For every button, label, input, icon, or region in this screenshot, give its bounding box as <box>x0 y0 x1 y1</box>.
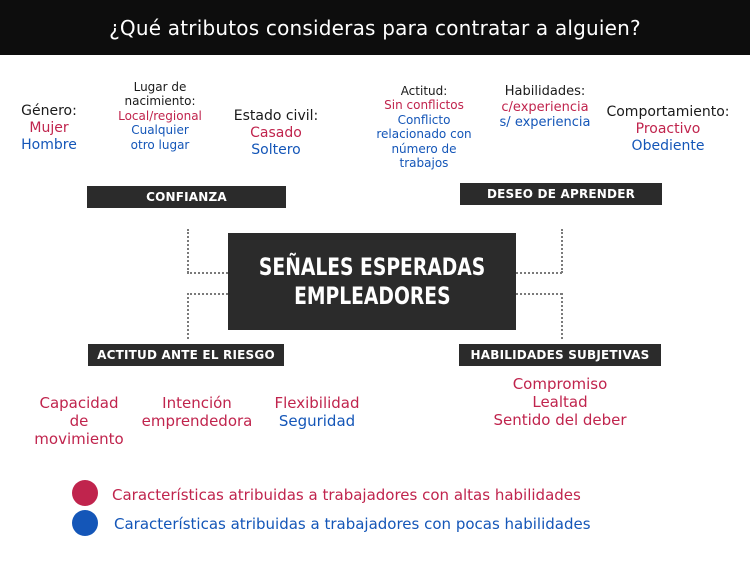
attr-habilidades <box>490 84 600 131</box>
attr-comportamiento-high: Proactivo <box>635 120 701 137</box>
attr-genero-high: Mujer <box>29 119 69 136</box>
attr-capacidad-2: de <box>69 412 89 430</box>
attr-actitud <box>364 84 484 170</box>
center-title-line1: SEÑALES ESPERADAS <box>258 253 486 282</box>
attr-estado-high: Casado <box>250 124 302 141</box>
title-bar <box>0 0 750 55</box>
legend-text-high: Características atribuidas a trabajadores con altas habilidades <box>112 486 581 504</box>
attr-lugar-high: Local/regional <box>118 108 202 123</box>
connector-left-bottom-v <box>187 293 189 339</box>
legend-text-low: Características atribuidas a trabajadores con pocas habilidades <box>114 515 591 533</box>
attr-capacidad <box>22 394 136 448</box>
attr-lugar-label-2: nacimiento: <box>124 94 196 109</box>
attr-estado <box>224 108 328 158</box>
attr-intencion <box>130 394 264 430</box>
page-title: ¿Qué atributos consideras para contratar a alguien? <box>109 15 641 40</box>
attr-lugar <box>104 80 216 152</box>
attr-lugar-low-1: Cualquier <box>131 123 189 138</box>
connector-right-bottom-v <box>561 293 563 339</box>
attr-habilidades-label: Habilidades: <box>504 84 586 99</box>
attr-flexibilidad <box>264 394 370 430</box>
attr-estado-low: Soltero <box>251 141 301 158</box>
attr-intencion-1: Intención <box>162 394 232 412</box>
attr-actitud-low-1: Conflicto <box>397 112 451 127</box>
category-subjetivas-label: HABILIDADES SUBJETIVAS <box>470 348 650 362</box>
attr-flexibilidad-low: Seguridad <box>278 412 356 430</box>
legend-dot-low <box>72 510 98 536</box>
connector-right-top-v <box>561 229 563 273</box>
attr-sentido-deber: Sentido del deber <box>493 411 627 429</box>
attr-habilidades-low: s/ experiencia <box>499 115 591 131</box>
attr-compromiso: Compromiso <box>512 375 608 393</box>
category-confianza-label: CONFIANZA <box>146 190 227 204</box>
attr-actitud-low-2: relacionado con <box>376 127 472 142</box>
category-deseo-label: DESEO DE APRENDER <box>486 187 636 201</box>
connector-right-top-h <box>516 272 562 274</box>
attr-genero-label: Género: <box>21 103 77 119</box>
attr-estado-label: Estado civil: <box>233 108 319 124</box>
attr-flexibilidad-high: Flexibilidad <box>274 394 360 412</box>
connector-left-bottom-h <box>187 293 228 295</box>
attr-comportamiento-low: Obediente <box>631 137 705 154</box>
category-habilidades-subjetivas <box>459 344 661 366</box>
connector-right-bottom-h <box>516 293 562 295</box>
attr-capacidad-3: movimiento <box>34 430 124 448</box>
attr-actitud-label: Actitud: <box>400 84 448 98</box>
attr-habilidades-high: c/experiencia <box>501 99 589 115</box>
connector-left-top-h <box>187 272 228 274</box>
attr-subjetivas <box>470 375 650 429</box>
center-box <box>228 233 516 330</box>
category-deseo-de-aprender <box>460 183 662 205</box>
category-riesgo-label: ACTITUD ANTE EL RIESGO <box>97 348 275 362</box>
attr-lugar-low-2: otro lugar <box>130 137 190 152</box>
attr-lealtad: Lealtad <box>532 393 588 411</box>
category-confianza <box>87 186 286 208</box>
center-title-line2: EMPLEADORES <box>293 281 451 310</box>
attr-capacidad-1: Capacidad <box>39 394 119 412</box>
attr-genero-low: Hombre <box>21 136 77 153</box>
attr-comportamiento <box>598 104 738 154</box>
attr-lugar-label-1: Lugar de <box>133 80 187 94</box>
legend-dot-high <box>72 480 98 506</box>
attr-actitud-high: Sin conflictos <box>384 98 464 113</box>
attr-genero <box>12 103 86 153</box>
attr-actitud-low-4: trabajos <box>399 155 449 170</box>
category-actitud-riesgo <box>88 344 284 366</box>
attr-intencion-2: emprendedora <box>141 412 253 430</box>
attr-comportamiento-label: Comportamiento: <box>606 104 730 120</box>
attr-actitud-low-3: número de <box>391 141 457 156</box>
connector-left-top-v <box>187 229 189 273</box>
